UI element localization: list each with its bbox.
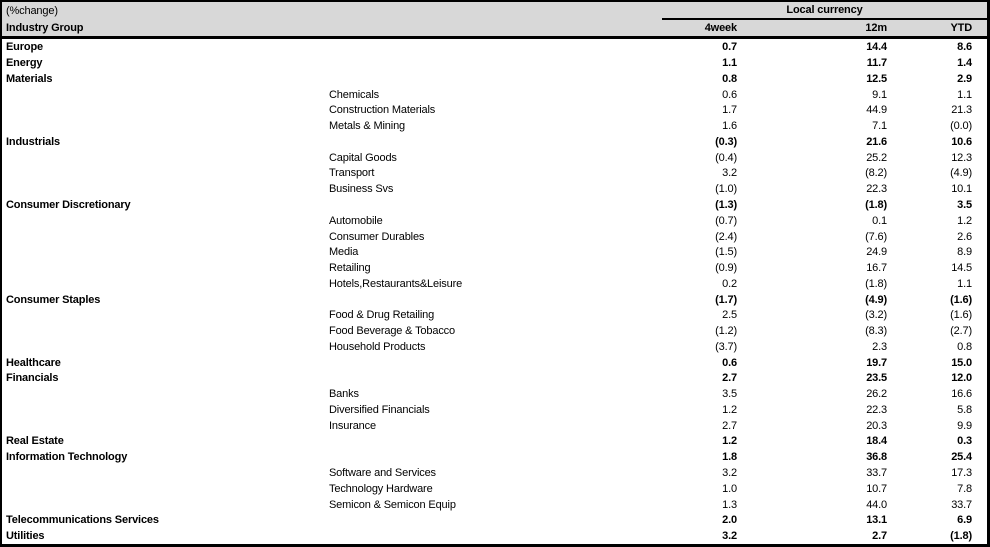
cell-12m: 11.7 [866, 57, 887, 70]
cell-12m: 13.1 [866, 514, 887, 527]
row-label: Utilities [6, 530, 45, 543]
sub-industry-row [2, 244, 987, 260]
sub-industry-row [2, 260, 987, 276]
cell-12m: 24.9 [866, 246, 887, 259]
cell-ytd: 15.0 [951, 356, 972, 369]
cell-12m: (4.9) [865, 293, 887, 306]
cell-ytd: 14.5 [951, 262, 972, 275]
cell-4week: 1.6 [722, 120, 737, 133]
cell-12m: (8.3) [865, 325, 887, 338]
cell-12m: (3.2) [865, 309, 887, 322]
sub-industry-row [2, 339, 987, 355]
sub-industry-row [2, 307, 987, 323]
row-label: Capital Goods [329, 151, 397, 164]
cell-12m: 44.0 [866, 498, 887, 511]
cell-4week: 1.2 [722, 435, 737, 448]
table-header [2, 2, 987, 38]
cell-ytd: (4.9) [950, 167, 972, 180]
cell-ytd: 21.3 [951, 104, 972, 117]
cell-ytd: 2.9 [957, 72, 972, 85]
cell-4week: 2.5 [722, 309, 737, 322]
cell-ytd: (0.0) [950, 120, 972, 133]
row-label: Information Technology [6, 451, 128, 464]
row-label: Real Estate [6, 435, 64, 448]
sub-industry-row [2, 276, 987, 292]
industry-group-row [2, 449, 987, 465]
cell-12m: 22.3 [866, 403, 887, 416]
cell-4week: (0.9) [715, 262, 737, 275]
cell-12m: 18.4 [866, 435, 887, 448]
row-label: Consumer Staples [6, 293, 101, 306]
sub-industry-row [2, 386, 987, 402]
table-title: (%change) [6, 4, 58, 17]
cell-12m: 0.1 [872, 214, 887, 227]
cell-ytd: 12.3 [951, 151, 972, 164]
industry-group-row [2, 434, 987, 450]
industry-group-row [2, 71, 987, 87]
sub-industry-row [2, 465, 987, 481]
sub-industry-row [2, 87, 987, 103]
row-label: Household Products [329, 340, 426, 353]
row-label: Semicon & Semicon Equip [329, 498, 456, 511]
cell-ytd: 2.6 [957, 230, 972, 243]
cell-ytd: (1.8) [950, 530, 972, 543]
header-row-top [2, 2, 987, 19]
cell-12m: 2.7 [872, 530, 887, 543]
row-label: Automobile [329, 214, 383, 227]
sub-industry-row [2, 402, 987, 418]
row-label: Materials [6, 72, 53, 85]
cell-12m: 23.5 [866, 372, 887, 385]
cell-ytd: 16.6 [951, 388, 972, 401]
row-label: Healthcare [6, 356, 61, 369]
cell-ytd: 1.1 [957, 88, 972, 101]
row-label: Chemicals [329, 88, 379, 101]
data-table [2, 2, 987, 544]
cell-12m: 10.7 [866, 482, 887, 495]
industry-group-row [2, 38, 987, 56]
sub-industry-row [2, 118, 987, 134]
cell-ytd: (1.6) [950, 309, 972, 322]
cell-4week: (1.0) [715, 183, 737, 196]
cell-ytd: 8.9 [957, 246, 972, 259]
column-header-ytd: YTD [890, 19, 987, 38]
cell-ytd: 1.2 [957, 214, 972, 227]
sub-industry-row [2, 323, 987, 339]
cell-ytd: (1.6) [950, 293, 972, 306]
cell-ytd: 10.6 [951, 135, 972, 148]
cell-ytd: 33.7 [951, 498, 972, 511]
cell-ytd: 0.8 [957, 340, 972, 353]
cell-12m: 14.4 [866, 41, 887, 54]
industry-group-row [2, 528, 987, 544]
cell-ytd: 1.4 [957, 57, 972, 70]
cell-4week: 1.7 [722, 104, 737, 117]
cell-12m: (7.6) [865, 230, 887, 243]
cell-12m: 7.1 [872, 120, 887, 133]
cell-ytd: 1.1 [957, 277, 972, 290]
cell-ytd: 17.3 [951, 467, 972, 480]
cell-ytd: 6.9 [957, 514, 972, 527]
cell-4week: 2.7 [722, 419, 737, 432]
cell-4week: (1.7) [715, 293, 737, 306]
sub-industry-row [2, 150, 987, 166]
sub-industry-row [2, 103, 987, 119]
cell-12m: 44.9 [866, 104, 887, 117]
cell-4week: (1.5) [715, 246, 737, 259]
industry-group-row [2, 134, 987, 150]
cell-12m: (1.8) [865, 277, 887, 290]
cell-4week: 2.7 [722, 372, 737, 385]
industry-group-row [2, 197, 987, 213]
row-label: Hotels,Restaurants&Leisure [329, 277, 463, 290]
cell-ytd: 8.6 [957, 41, 972, 54]
row-label: Consumer Discretionary [6, 199, 131, 211]
cell-ytd: 25.4 [951, 451, 972, 464]
row-label: Construction Materials [329, 104, 436, 117]
cell-12m: 22.3 [866, 183, 887, 196]
cell-12m: 25.2 [866, 151, 887, 164]
cell-12m: (8.2) [865, 167, 887, 180]
row-label: Diversified Financials [329, 403, 430, 416]
row-label: Food & Drug Retailing [329, 309, 435, 322]
cell-4week: (1.3) [715, 199, 737, 211]
cell-ytd: 10.1 [951, 183, 972, 196]
sub-industry-row [2, 166, 987, 182]
row-label: Telecommunications Services [6, 514, 159, 527]
sub-industry-row [2, 418, 987, 434]
cell-4week: 0.8 [722, 72, 737, 85]
cell-ytd: 0.3 [957, 435, 972, 448]
cell-ytd: 5.8 [957, 403, 972, 416]
cell-ytd: 9.9 [957, 419, 972, 432]
cell-4week: (3.7) [715, 340, 737, 353]
cell-4week: (1.2) [715, 325, 737, 338]
row-label: Insurance [329, 419, 376, 432]
cell-12m: (1.8) [865, 199, 887, 211]
cell-4week: 0.6 [722, 88, 737, 101]
industry-group-column-header: Industry Group [2, 19, 662, 38]
industry-group-row [2, 55, 987, 71]
cell-4week: (0.3) [715, 135, 737, 148]
sub-industry-row [2, 481, 987, 497]
cell-ytd: (2.7) [950, 325, 972, 338]
row-label: Transport [329, 167, 375, 180]
cell-4week: 3.2 [722, 167, 737, 180]
industry-group-row [2, 371, 987, 387]
cell-4week: 1.8 [722, 451, 737, 464]
row-label: Consumer Durables [329, 230, 425, 243]
cell-12m: 21.6 [866, 135, 887, 148]
cell-4week: 3.2 [722, 530, 737, 543]
cell-12m: 33.7 [866, 467, 887, 480]
row-label: Software and Services [329, 467, 436, 480]
cell-ytd: 12.0 [951, 372, 972, 385]
cell-12m: 9.1 [872, 88, 887, 101]
row-label: Banks [329, 388, 359, 401]
cell-4week: 1.2 [722, 403, 737, 416]
cell-4week: 3.5 [722, 388, 737, 401]
table-body [2, 38, 987, 545]
cell-4week: (0.7) [715, 214, 737, 227]
cell-12m: 2.3 [872, 340, 887, 353]
local-currency-group-header: Local currency [662, 2, 987, 19]
row-label: Europe [6, 41, 43, 54]
row-label: Business Svs [329, 183, 394, 196]
row-label: Technology Hardware [329, 482, 433, 495]
sub-industry-row [2, 229, 987, 245]
row-label: Industrials [6, 135, 60, 148]
column-header-12m: 12m [740, 19, 890, 38]
industry-group-row [2, 512, 987, 528]
header-row-columns [2, 19, 987, 38]
column-header-4week: 4week [662, 19, 740, 38]
cell-ytd: 7.8 [957, 482, 972, 495]
row-label: Financials [6, 372, 59, 385]
cell-4week: (0.4) [715, 151, 737, 164]
cell-4week: 1.3 [722, 498, 737, 511]
sub-industry-row [2, 497, 987, 513]
cell-4week: 1.1 [722, 57, 737, 70]
cell-12m: 16.7 [866, 262, 887, 275]
cell-ytd: 3.5 [957, 199, 972, 211]
sub-industry-row [2, 213, 987, 229]
cell-12m: 36.8 [866, 451, 887, 464]
cell-4week: 0.7 [722, 41, 737, 54]
cell-4week: (2.4) [715, 230, 737, 243]
cell-4week: 0.6 [722, 356, 737, 369]
industry-group-row [2, 355, 987, 371]
cell-12m: 20.3 [866, 419, 887, 432]
cell-12m: 19.7 [866, 356, 887, 369]
row-label: Media [329, 246, 359, 259]
row-label: Metals & Mining [329, 120, 406, 133]
cell-12m: 26.2 [866, 388, 887, 401]
row-label: Food Beverage & Tobacco [329, 325, 455, 338]
cell-4week: 3.2 [722, 467, 737, 480]
sub-industry-row [2, 181, 987, 197]
row-label: Retailing [329, 262, 371, 275]
industry-group-row [2, 292, 987, 308]
cell-4week: 1.0 [722, 482, 737, 495]
cell-4week: 2.0 [722, 514, 737, 527]
row-label: Energy [6, 57, 43, 70]
cell-4week: 0.2 [722, 277, 737, 290]
cell-12m: 12.5 [866, 72, 887, 85]
